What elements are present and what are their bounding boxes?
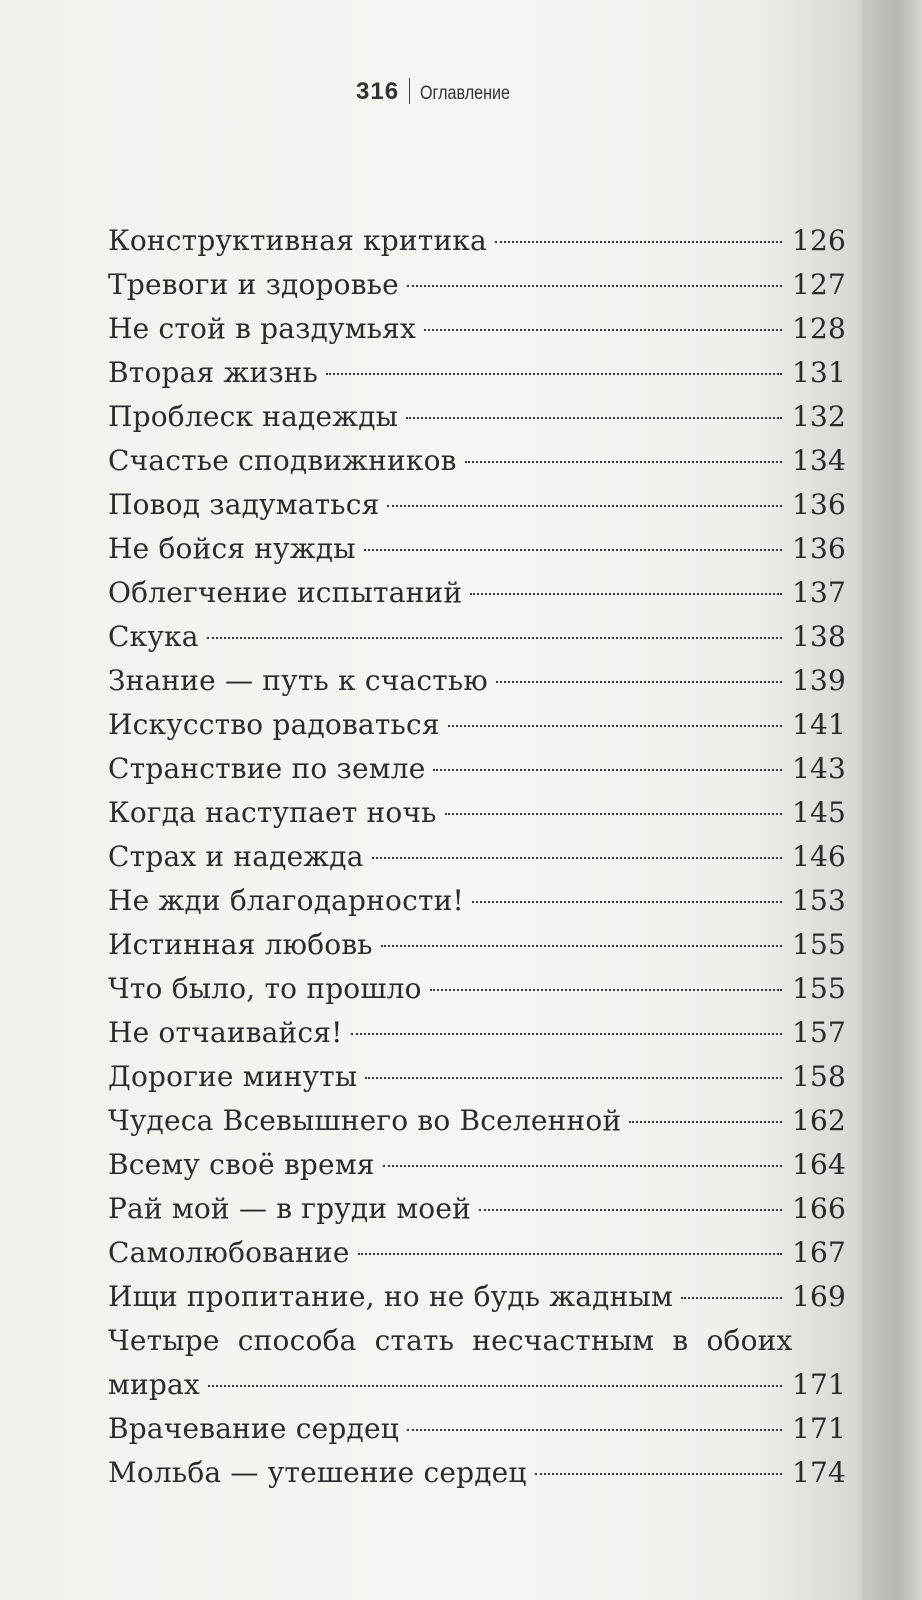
toc-entry-page: 127 (792, 268, 847, 301)
toc-entry-page: 141 (792, 708, 847, 741)
toc-entry-title: Странствие по земле (108, 752, 426, 785)
running-head (0, 78, 882, 106)
toc-entry (108, 1451, 847, 1495)
toc-entry-page: 136 (792, 532, 847, 565)
toc-entry-page: 139 (792, 664, 847, 697)
toc-entry-page: 164 (792, 1148, 847, 1181)
toc-entry (108, 747, 847, 791)
toc-entry-title: Облегчение испытаний (108, 576, 463, 609)
toc-entry-title: Искусство радоваться (108, 708, 440, 741)
toc-entry-page: 166 (792, 1192, 847, 1225)
toc-entry-title: Всему своё время (108, 1148, 375, 1181)
dot-leader (208, 1385, 782, 1387)
toc-entry-page: 145 (792, 796, 847, 829)
table-of-contents (108, 219, 847, 1495)
toc-entry (108, 263, 847, 307)
toc-entry-title: Ищи пропитание, но не будь жадным (108, 1280, 673, 1313)
toc-entry-page: 162 (792, 1104, 847, 1137)
toc-entry-page: 155 (792, 928, 847, 961)
section-title: Оглавление (420, 83, 511, 104)
toc-entry-title: Не стой в раздумьях (108, 312, 417, 345)
toc-entry-title: Не жди благодарности! (108, 884, 464, 917)
dot-leader (448, 725, 782, 727)
toc-entry-title: Истинная любовь (108, 928, 373, 961)
dot-leader (364, 549, 782, 551)
toc-entry-title: Врачевание сердец (108, 1412, 399, 1445)
toc-entry (108, 923, 847, 967)
toc-entry-title: Что было, то прошло (108, 972, 422, 1005)
toc-entry-title: Не бойся нужды (108, 532, 356, 565)
toc-entry (108, 967, 847, 1011)
toc-entry (108, 483, 847, 527)
toc-entry (108, 659, 847, 703)
page-number: 316 (356, 78, 400, 105)
toc-entry-title: Скука (108, 620, 199, 653)
dot-leader (406, 417, 782, 419)
toc-entry (108, 439, 847, 483)
toc-entry-page: 157 (792, 1016, 847, 1049)
toc-entry-title: Конструктивная критика (108, 224, 487, 257)
toc-entry-title: Рай мой — в груди моей (108, 1192, 471, 1225)
toc-entry (108, 351, 847, 395)
toc-entry (108, 527, 847, 571)
toc-entry-page: 171 (792, 1368, 847, 1401)
dot-leader (407, 1429, 782, 1431)
toc-entry-page: 153 (792, 884, 847, 917)
book-binding-shadow (862, 0, 922, 1600)
toc-entry-title: Не отчаивайся! (108, 1016, 343, 1049)
toc-entry-title: Счастье сподвижников (108, 444, 457, 477)
dot-leader (433, 769, 782, 771)
dot-leader (496, 681, 782, 683)
dot-leader (472, 901, 782, 903)
toc-entry-title: Дорогие минуты (108, 1060, 358, 1093)
toc-entry-title: Проблеск надежды (108, 400, 399, 433)
toc-entry-page: 128 (792, 312, 847, 345)
toc-entry (108, 1275, 847, 1319)
toc-entry-page: 138 (792, 620, 847, 653)
toc-entry-page: 134 (792, 444, 847, 477)
dot-leader (465, 461, 782, 463)
dot-leader (681, 1297, 782, 1299)
toc-entry (108, 1099, 847, 1143)
toc-entry-title: Четыре способа стать несчастным в обоих (108, 1324, 793, 1357)
dot-leader (479, 1209, 782, 1211)
toc-entry-page: 136 (792, 488, 847, 521)
dot-leader (365, 1077, 782, 1079)
toc-entry-title: Чудеса Всевышнего во Вселенной (108, 1104, 622, 1137)
toc-entry-continuation (108, 1363, 847, 1407)
toc-entry (108, 1011, 847, 1055)
toc-entry-title: Страх и надежда (108, 840, 364, 873)
dot-leader (535, 1473, 782, 1475)
dot-leader (445, 813, 782, 815)
toc-entry-page: 146 (792, 840, 847, 873)
toc-entry-title: Вторая жизнь (108, 356, 319, 389)
toc-entry (108, 1231, 847, 1275)
dot-leader (470, 593, 782, 595)
toc-entry-title: Знание — путь к счастью (108, 664, 488, 697)
dot-leader (629, 1121, 782, 1123)
toc-entry (108, 1407, 847, 1451)
toc-entry (108, 1187, 847, 1231)
toc-entry (108, 219, 847, 263)
toc-entry-page: 174 (792, 1456, 847, 1489)
toc-entry-page: 137 (792, 576, 847, 609)
toc-entry-page: 158 (792, 1060, 847, 1093)
header-divider (409, 78, 410, 104)
dot-leader (351, 1033, 782, 1035)
toc-entry (108, 791, 847, 835)
dot-leader (495, 241, 782, 243)
toc-entry (108, 703, 847, 747)
toc-entry-page: 126 (792, 224, 847, 257)
dot-leader (326, 373, 782, 375)
toc-entry-page: 171 (792, 1412, 847, 1445)
toc-entry-title: Когда наступает ночь (108, 796, 437, 829)
toc-entry (108, 571, 847, 615)
toc-entry-page: 167 (792, 1236, 847, 1269)
toc-entry (108, 307, 847, 351)
dot-leader (358, 1253, 782, 1255)
toc-entry (108, 835, 847, 879)
dot-leader (407, 285, 782, 287)
toc-entry (108, 395, 847, 439)
toc-entry (108, 615, 847, 659)
toc-entry-title: Тревоги и здоровье (108, 268, 399, 301)
toc-entry-title-continued: мирах (108, 1368, 200, 1401)
toc-entry (108, 879, 847, 923)
toc-entry-title: Мольба — утешение сердец (108, 1456, 527, 1489)
dot-leader (372, 857, 782, 859)
toc-entry-page: 169 (792, 1280, 847, 1313)
dot-leader (387, 505, 782, 507)
dot-leader (430, 989, 782, 991)
dot-leader (424, 329, 782, 331)
toc-entry-page: 155 (792, 972, 847, 1005)
toc-entry (108, 1055, 847, 1099)
toc-entry-title: Самолюбование (108, 1236, 350, 1269)
toc-entry-page: 143 (792, 752, 847, 785)
toc-entry-title: Повод задуматься (108, 488, 380, 521)
dot-leader (383, 1165, 782, 1167)
toc-entry (108, 1143, 847, 1187)
toc-entry (108, 1319, 847, 1407)
dot-leader (207, 637, 782, 639)
toc-entry-page: 131 (792, 356, 847, 389)
toc-entry-page: 132 (792, 400, 847, 433)
dot-leader (381, 945, 782, 947)
